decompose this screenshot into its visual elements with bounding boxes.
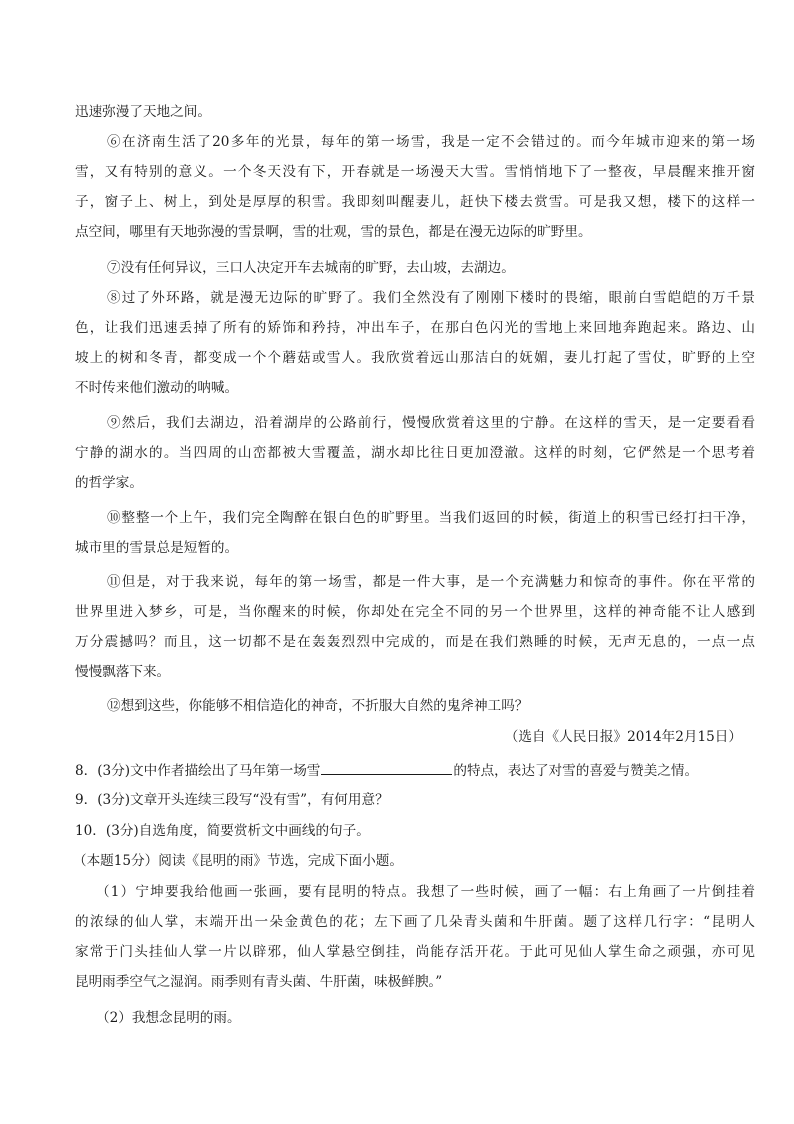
- section-header: （本题15分）阅读《昆明的雨》节选，完成下面小题。: [73, 853, 403, 869]
- paragraph-10-line: 城市里的雪景总是短暂的。: [75, 540, 239, 556]
- paragraph-8-line: 坡上的树和冬青，都变成一个个蘑菇或雪人。我欣赏着远山那洁白的妩媚，妻儿打起了雪仗，旷野的上空: [75, 350, 755, 366]
- paragraph-11-line: 慢慢飘落下来。: [75, 664, 171, 680]
- question-9: 9．(3分)文章开头连续三段写“没有雪”，有何用意？: [75, 792, 389, 808]
- paragraph-9-line: 的哲学家。: [75, 475, 143, 491]
- paragraph-11-line: 世界里进入梦乡，可是，当你醒来的时候，你却处在完全不同的另一个世界里，这样的神奇能不让人感到: [75, 604, 755, 620]
- excerpt-paragraph-1-line: 的浓绿的仙人掌，末端开出一朵金黄色的花；左下画了几朵青头菌和牛肝菌。题了这样几行字：“昆明人: [75, 914, 755, 930]
- excerpt-paragraph-1-line: 昆明雨季空气之湿润。雨季则有青头菌、牛肝菌，味极鲜腴。”: [75, 974, 443, 990]
- paragraph-11-line: ⑪但是，对于我来说，每年的第一场雪，都是一件大事，是一个充满魅力和惊奇的事件。你在平常的: [107, 574, 755, 590]
- answer-blank[interactable]: [321, 760, 452, 775]
- paragraph-6-line: 点空间，哪里有天地弥漫的雪景啊，雪的壮观，雪的景色，都是在漫无边际的旷野里。: [75, 224, 592, 240]
- question-8-text: 8．(3分)文中作者描绘出了马年第一场雪: [75, 763, 321, 779]
- question-8-text-end: 的特点，表达了对雪的喜爱与赞美之情。: [453, 763, 699, 779]
- excerpt-paragraph-1-line: 家常于门头挂仙人掌一片以辟邪，仙人掌悬空倒挂，尚能存活开花。于此可见仙人掌生命之顽强，亦可见: [75, 944, 755, 960]
- question-10: 10．(3分)自选角度，简要赏析文中画线的句子。: [75, 823, 370, 839]
- paragraph-8-line: 不时传来他们激动的呐喊。: [75, 380, 239, 396]
- passage-line: 迅速弥漫了天地之间。: [75, 104, 211, 120]
- paragraph-11-line: 万分震撼吗？而且，这一切都不是在轰轰烈烈中完成的，而是在我们熟睡的时候，无声无息的，一点一点: [75, 634, 755, 650]
- paragraph-8-line: ⑧过了外环路，就是漫无边际的旷野了。我们全然没有了刚刚下楼时的畏缩，眼前白雪皑皑的万千景: [107, 290, 755, 306]
- excerpt-paragraph-1-line: （1）宁坤要我给他画一张画，要有昆明的特点。我想了一些时候，画了一幅：右上角画了一片倒挂着: [96, 884, 755, 900]
- paragraph-9-line: 宁静的湖水的。当四周的山峦都被大雪覆盖，湖水却比往日更加澄澈。这样的时刻，它俨然是一个思考着: [75, 445, 755, 461]
- paragraph-10-line: ⑩整整一个上午，我们完全陶醉在银白色的旷野里。当我们返回的时候，街道上的积雪已经打扫干净，: [107, 510, 755, 526]
- paragraph-6-line: ⑥在济南生活了20多年的光景，每年的第一场雪，我是一定不会错过的。而今年城市迎来的第一场: [107, 134, 755, 150]
- paragraph-7-line: ⑦没有任何异议，三口人决定开车去城南的旷野，去山坡，去湖边。: [107, 260, 515, 276]
- paragraph-6-line: 子，窗子上、树上，到处是厚厚的积雪。我即刻叫醒妻儿，赶快下楼去赏雪。可是我又想，楼下的这样一: [75, 194, 755, 210]
- source-citation: （选自《人民日报》2014年2月15日）: [504, 729, 742, 745]
- question-8: [75, 760, 698, 781]
- paragraph-9-line: ⑨然后，我们去湖边，沿着湖岸的公路前行，慢慢欣赏着这里的宁静。在这样的雪天，是一定要看看: [107, 415, 755, 431]
- paragraph-8-line: 色，让我们迅速丢掉了所有的矫饰和矜持，冲出车子，在那白色闪光的雪地上来回地奔跑起来。路边、山: [75, 320, 755, 336]
- excerpt-paragraph-2-line: （2）我想念昆明的雨。: [96, 1010, 241, 1026]
- paragraph-6-line: 雪，又有特别的意义。一个冬天没有下，开春就是一场漫天大雪。雪悄悄地下了一整夜，早晨醒来推开窗: [75, 164, 755, 180]
- paragraph-12-line: ⑫想到这些，你能够不相信造化的神奇，不折服大自然的鬼斧神工吗？: [107, 698, 529, 714]
